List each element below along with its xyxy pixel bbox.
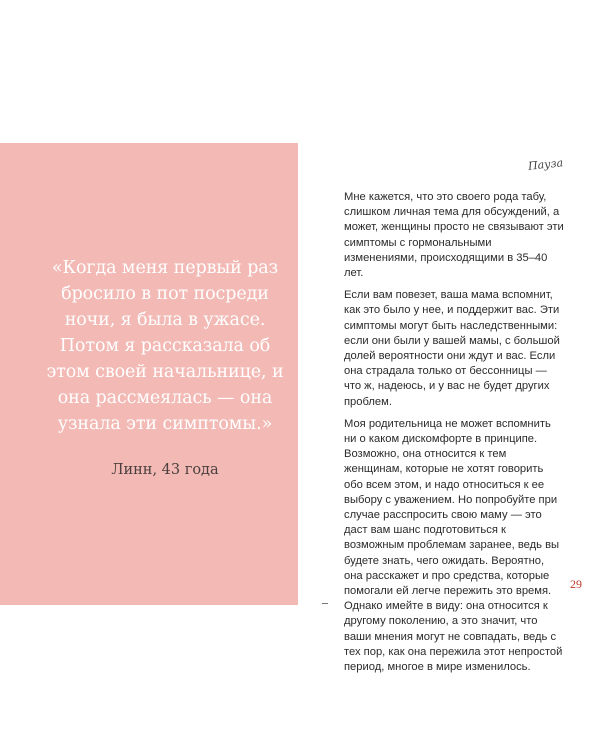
paragraph: Мне кажется, что это своего рода табу, слишком личная тема для обсуждений, а может, женщины просто не связывают эти симптомы с гормональными изменениями, происходящими в 35–40 лет.: [344, 191, 564, 280]
quote-attribution: Линн, 43 года: [111, 462, 219, 478]
paragraph: Если вам повезет, ваша мама вспомнит, как это было у нее, и поддержит вас. Эти симптомы могут быть наследственными: если они были у вашей мамы, с большой долей вероятности они ждут и вас. Если она страдала только от бессонницы — что ж, надеюсь, и у вас не будет других проблем.: [344, 289, 560, 408]
gutter-mark: [322, 603, 328, 604]
body-text: [344, 190, 564, 682]
paragraph: Моя родительница не может вспомнить ни о каком дискомфорте в принципе. Возможно, она относится к тем женщинам, которые не хотят говорить обо всем этом, и надо относиться к ее выбору с уважением. Но попробуйте при случае расспросить свою маму — это даст вам шанс подготовиться к возможным проблемам заранее, ведь вы будете знать, чего ожидать. Вероятно, она расскажет и про средства, которые помогали ей легче пережить это время. Однако имейте в виду: она относится к другому поколению, а это значит, что ваши мнения могут не совпадать, ведь с тех пор, как она пережила этот непростой период, многое в мире изменилось.: [344, 417, 563, 674]
pull-quote: «Когда меня первый раз бросило в пот посреди ночи, я была в ужасе. Потом я рассказала об этом своей начальнице, и она рассмеялась — она узнала эти симптомы.»: [46, 258, 284, 434]
page-number: 29: [570, 577, 582, 591]
running-head: Пауза: [527, 156, 564, 173]
